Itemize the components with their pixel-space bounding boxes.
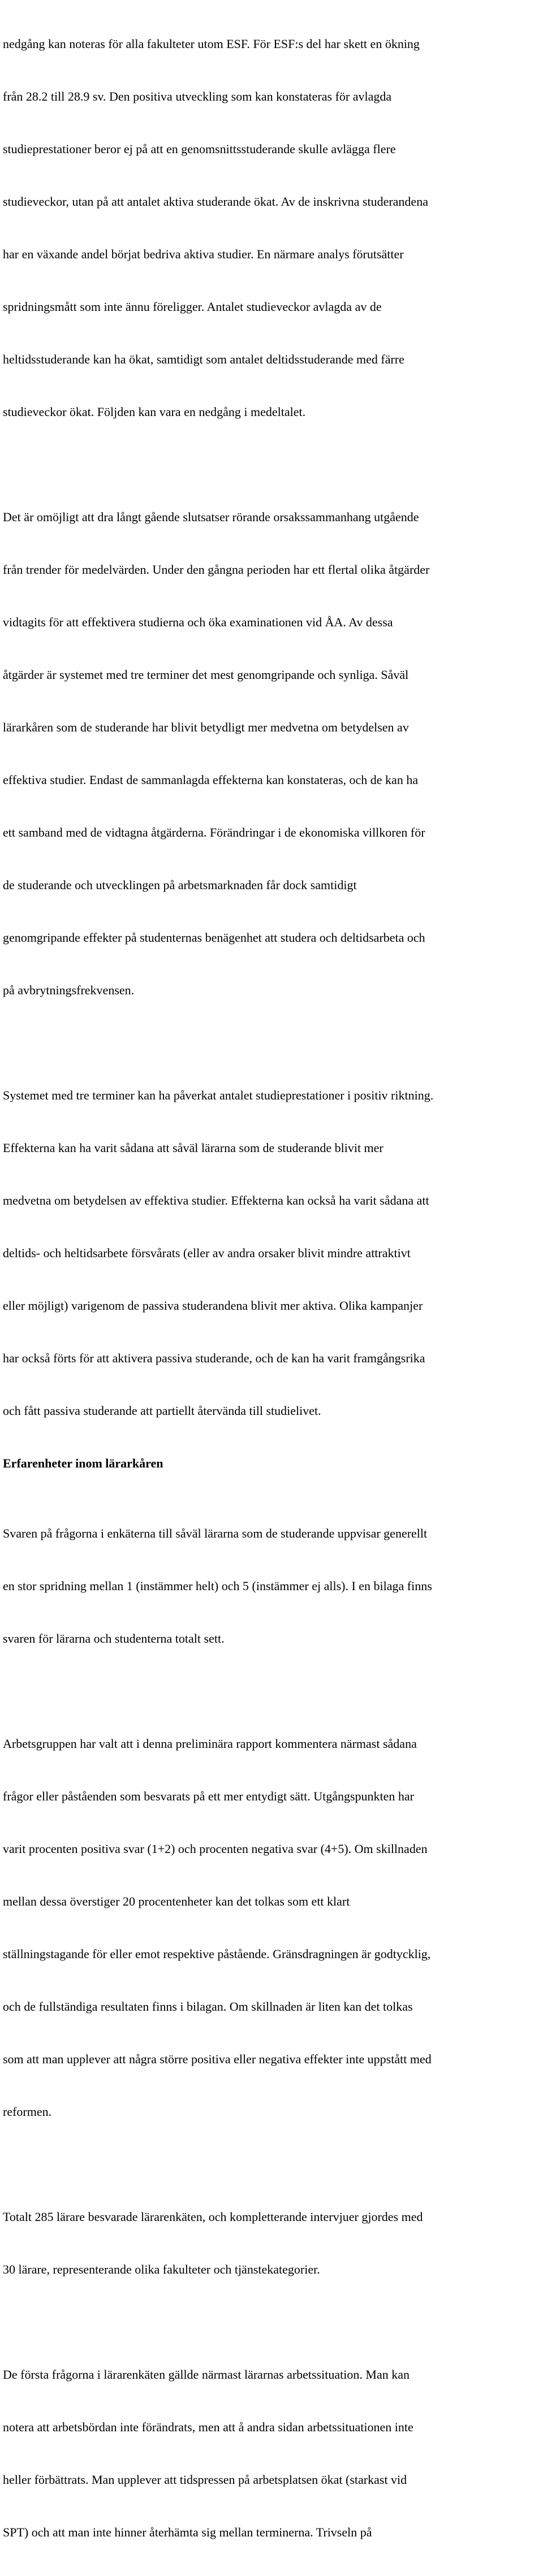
paragraph-2	[3, 473, 539, 1034]
text-line: ställningstagande för eller emot respektive påstående. Gränsdragningen är godtycklig,	[3, 1947, 431, 1961]
text-line: och fått passiva studerande att partiellt återvända till studielivet.	[3, 1404, 321, 1418]
text-line: deltids- och heltidsarbete försvårats (eller av andra orsaker blivit mindre attraktivt	[3, 1246, 411, 1260]
text-line: på avbrytningsfrekvensen.	[3, 983, 135, 997]
text-line: genomgripande effekter på studenternas benägenhet att studera och deltidsarbeta och	[3, 930, 425, 945]
text-line: från 28.2 till 28.9 sv. Den positiva utveckling som kan konstateras för avlagda	[3, 89, 392, 103]
text-line: som att man upplever att några större positiva eller negativa effekter inte uppstått med	[3, 2052, 432, 2066]
text-line: frågor eller påståenden som besvarats på ett mer entydigt sätt. Utgångspunkten har	[3, 1789, 414, 1803]
paragraph-3	[3, 1051, 539, 1454]
text-line: Svaren på frågorna i enkäterna till såväl lärarna som de studerande uppvisar generellt	[3, 1526, 428, 1540]
paragraph-5	[3, 1700, 539, 2155]
text-line: studieveckor ökat. Följden kan vara en nedgång i medeltalet.	[3, 405, 306, 419]
text-line: mellan dessa överstiger 20 procentenheter kan det tolkas som ett klart	[3, 1894, 350, 1908]
text-line: varit procenten positiva svar (1+2) och procenten negativa svar (4+5). Om skillnaden	[3, 1842, 428, 1856]
text-line: ett samband med de vidtagna åtgärderna. Förändringar i de ekonomiska villkoren för	[3, 825, 425, 839]
paragraph-7	[3, 2331, 539, 2576]
text-line: svaren för lärarna och studenterna totalt sett.	[3, 1631, 225, 1646]
text-line: nedgång kan noteras för alla fakulteter utom ESF. För ESF:s del har skett en ökning	[3, 37, 420, 51]
text-line: lärarkåren som de studerande har blivit betydligt mer medvetna om betydelsen av	[3, 720, 409, 734]
text-line: effektiva studier. Endast de sammanlagda effekterna kan konstateras, och de kan ha	[3, 773, 419, 787]
text-line: från trender för medelvärden. Under den gångna perioden har ett flertal olika åtgärder	[3, 562, 430, 577]
text-line: har också förts för att aktivera passiva studerande, och de kan ha varit framgångsrika	[3, 1351, 425, 1365]
text-line: en stor spridning mellan 1 (instämmer helt) och 5 (instämmer ej alls). I en bilaga finns	[3, 1579, 432, 1593]
text-line: studieprestationer beror ej på att en genomsnittsstuderande skulle avlägga flere	[3, 142, 396, 156]
document-page	[3, 0, 539, 2576]
text-line: Det är omöjligt att dra långt gående slutsatser rörande orsakssammanhang utgående	[3, 510, 419, 524]
text-line: heller förbättrats. Man upplever att tidspressen på arbetsplatsen ökat (starkast vid	[3, 2473, 407, 2487]
text-line: och de fullständiga resultaten finns i bilagan. Om skillnaden är liten kan det tolkas	[3, 1999, 413, 2014]
text-line: medvetna om betydelsen av effektiva studier. Effekterna kan också ha varit sådana att	[3, 1193, 429, 1207]
text-line: Arbetsgruppen har valt att i denna preliminära rapport kommentera närmast sådana	[3, 1737, 417, 1751]
text-line: Effekterna kan ha varit sådana att såväl lärarna som de studerande blivit mer	[3, 1141, 383, 1155]
text-line: eller möjligt) varigenom de passiva studerandena blivit mer aktiva. Olika kampanjer	[3, 1298, 423, 1313]
text-line: heltidsstuderande kan ha ökat, samtidigt som antalet deltidsstuderande med färre	[3, 352, 404, 366]
text-line: De första frågorna i lärarenkäten gällde närmast lärarnas arbetssituation. Man kan	[3, 2367, 410, 2382]
text-line: reformen.	[3, 2105, 52, 2119]
paragraph-1	[3, 0, 539, 456]
text-line: SPT) och att man inte hinner återhämta sig mellan terminerna. Trivseln på	[3, 2525, 372, 2539]
text-line: Systemet med tre terminer kan ha påverkat antalet studieprestationer i positiv riktning.	[3, 1088, 434, 1102]
text-line: spridningsmått som inte ännu föreligger. Antalet studieveckor avlagda av de	[3, 300, 382, 314]
text-line: de studerande och utvecklingen på arbetsmarknaden får dock samtidigt	[3, 878, 357, 892]
text-line: 30 lärare, representerande olika fakulteter och tjänstekategorier.	[3, 2262, 320, 2276]
text-line: åtgärder är systemet med tre terminer det mest genomgripande och synliga. Såväl	[3, 668, 409, 682]
text-line: studieveckor, utan på att antalet aktiva studerande ökat. Av de inskrivna studerandena	[3, 194, 428, 209]
paragraph-4	[3, 1490, 539, 1682]
paragraph-6	[3, 2173, 539, 2313]
text-line: vidtagits för att effektivera studierna och öka examinationen vid ÅA. Av dessa	[3, 615, 393, 629]
text-line: har en växande andel börjat bedriva aktiva studier. En närmare analys förutsätter	[3, 247, 404, 261]
text-line: Totalt 285 lärare besvarade lärarenkäten, och kompletterande intervjuer gjordes med	[3, 2210, 423, 2224]
section-heading: Erfarenheter inom lärarkåren	[3, 1456, 163, 1470]
text-line: notera att arbetsbördan inte förändrats, men att å andra sidan arbetssituationen inte	[3, 2420, 413, 2434]
